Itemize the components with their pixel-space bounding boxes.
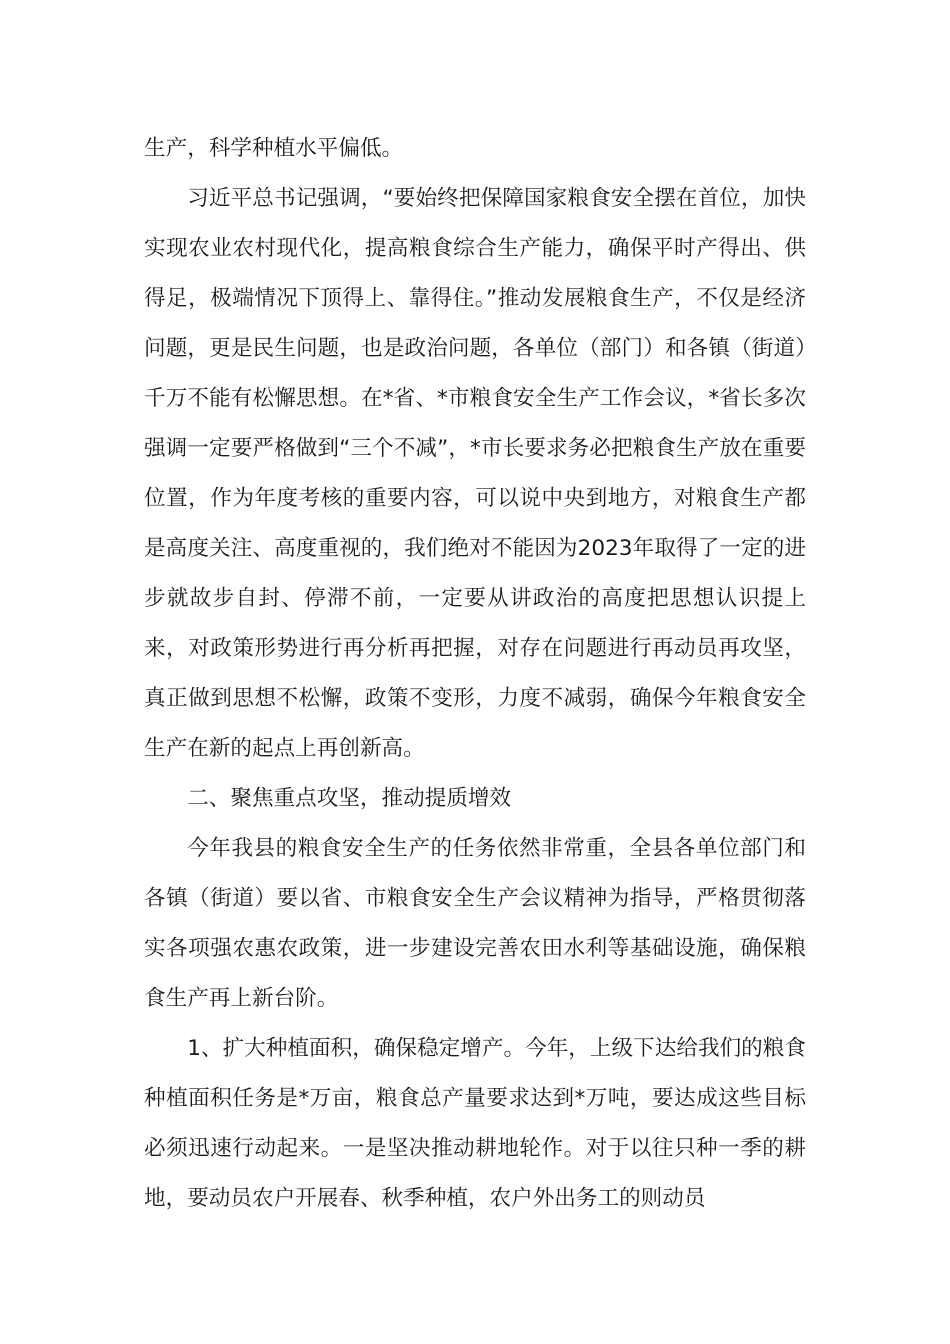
paragraph-task: 今年我县的粮食安全生产的任务依然非常重，全县各单位部门和各镇（街道）要以省、市粮食安全生产会议精神为指导，严格贯彻落实各项强农惠农政策，进一步建设完善农田水利等基础设施，确保粮食生产再上新台阶。 (144, 836, 806, 1011)
paragraph-quote: 习近平总书记强调，“要始终把保障国家粮食安全摆在首位，加快实现农业农村现代化，提高粮食综合生产能力，确保平时产得出、供得足，极端情况下顶得上、靠得住。”推动发展粮食生产，不仅是经济问题，更是民生问题，也是政治问题，各单位（部门）和各镇（街道）千万不能有松懈思想。在*省、*市粮食安全生产工作会议，*省长多次强调一定要严格做到“三个不减”，*市长要求务必把粮食生产放在重要位置，作为年度考核的重要内容，可以说中央到地方，对粮食生产都是高度关注、高度重视的，我们绝对不能因为2023年取得了一定的进步就故步自封、停滞不前，一定要从讲政治的高度把思想认识提上来，对政策形势进行再分析再把握，对存在问题进行再动员再攻坚，真正做到思想不松懈，政策不变形，力度不减弱，确保今年粮食安全生产在新的起点上再创新高。 (144, 186, 806, 761)
paragraph-continuation: 生产，科学种植水平偏低。 (144, 136, 404, 161)
section-heading: 二、聚焦重点攻坚，推动提质增效 (187, 786, 512, 811)
paragraph-item-1: 1、扩大种植面积，确保稳定增产。今年，上级下达给我们的粮食种植面积任务是*万亩，粮食总产量要求达到*万吨，要达成这些目标必须迅速行动起来。一是坚决推动耕地轮作。对于以往只种一季的耕地，要动员农户开展春、秋季种植，农户外出务工的则动员 (144, 1036, 806, 1211)
document-body (144, 124, 806, 1224)
